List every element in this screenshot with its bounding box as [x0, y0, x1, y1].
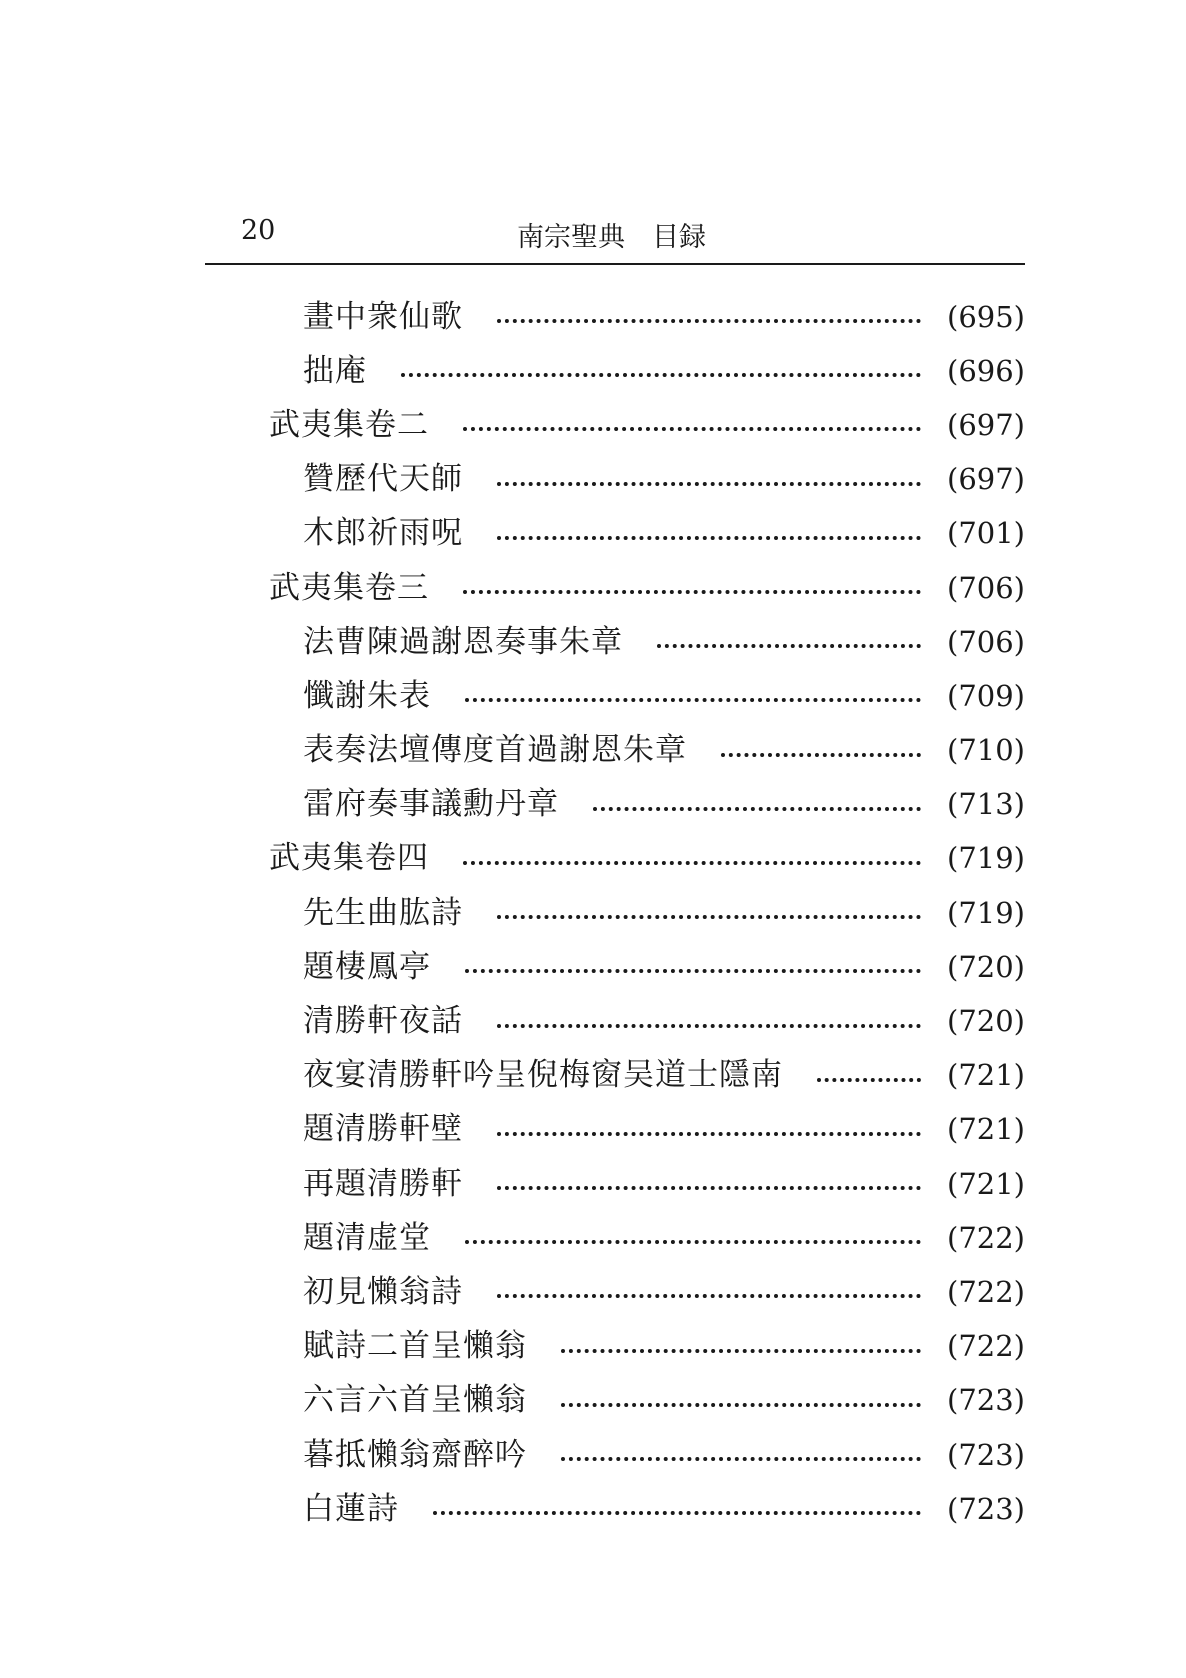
toc-entry [205, 561, 1025, 615]
dot-leader [497, 536, 921, 540]
toc-entry-page: (697) [947, 407, 1025, 442]
toc-entry-title: 清勝軒夜話 [303, 1003, 463, 1040]
dot-leader [497, 319, 921, 323]
toc-entry [205, 994, 1025, 1048]
toc-entry-title: 木郎祈雨呪 [303, 515, 463, 552]
dot-leader [497, 1294, 921, 1298]
toc-entry-page: (722) [947, 1220, 1025, 1255]
dot-leader [561, 1349, 921, 1353]
toc-entry-page: (720) [947, 949, 1025, 984]
toc-entry-title: 表奏法壇傳度首過謝恩朱章 [303, 732, 687, 769]
dot-leader [657, 644, 921, 648]
toc-entry-page: (706) [947, 624, 1025, 659]
toc-entry-page: (697) [947, 462, 1025, 497]
dot-leader [817, 1078, 921, 1082]
toc-entry-page: (710) [947, 733, 1025, 768]
dot-leader [463, 861, 921, 865]
page-header [205, 215, 1025, 265]
dot-leader [497, 915, 921, 919]
toc-entry-page: (696) [947, 353, 1025, 388]
dot-leader [433, 1511, 921, 1515]
toc-entry [205, 1157, 1025, 1211]
toc-entry [205, 290, 1025, 344]
toc-entry-title: 賦詩二首呈懶翁 [303, 1328, 527, 1365]
running-title: 南宗聖典 目録 [517, 222, 706, 253]
toc-entry [205, 778, 1025, 832]
toc-entry-page: (723) [947, 1491, 1025, 1526]
toc-entry-page: (721) [947, 1166, 1025, 1201]
toc-entry [205, 669, 1025, 723]
toc-entry-title: 題清虚堂 [303, 1219, 431, 1256]
toc-entry-page: (721) [947, 1112, 1025, 1147]
toc-entry [205, 1482, 1025, 1536]
toc-entry-title: 拙庵 [303, 352, 367, 389]
toc-entry-page: (719) [947, 895, 1025, 930]
toc-entry [205, 507, 1025, 561]
toc-entry-page: (723) [947, 1437, 1025, 1472]
dot-leader [593, 807, 921, 811]
toc-entry [205, 940, 1025, 994]
toc-entry-title: 畫中衆仙歌 [303, 298, 463, 335]
toc-entry-title: 雷府奏事議勳丹章 [303, 786, 559, 823]
toc-entry [205, 344, 1025, 398]
toc-entry-page: (721) [947, 1058, 1025, 1093]
toc-entry [205, 1265, 1025, 1319]
toc-entry-page: (701) [947, 516, 1025, 551]
toc-entry [205, 453, 1025, 507]
page-number: 20 [241, 215, 276, 246]
toc-entry [205, 724, 1025, 778]
toc-entry [205, 1103, 1025, 1157]
toc-entry-title: 法曹陳過謝恩奏事朱章 [303, 623, 623, 660]
dot-leader [401, 373, 921, 377]
toc-entry-title: 懺謝朱表 [303, 677, 431, 714]
toc-entry-title: 夜宴清勝軒吟呈倪梅窗吴道士隱南 [303, 1057, 783, 1094]
toc-entry-title: 再題清勝軒 [303, 1165, 463, 1202]
toc-entry-title: 武夷集卷二 [269, 406, 429, 443]
toc-entry [205, 1320, 1025, 1374]
toc-entry-title: 題棲鳳亭 [303, 948, 431, 985]
toc-entry [205, 832, 1025, 886]
toc-entry-page: (723) [947, 1383, 1025, 1418]
dot-leader [465, 698, 921, 702]
toc-entry [205, 1428, 1025, 1482]
dot-leader [497, 482, 921, 486]
dot-leader [463, 590, 921, 594]
toc-entry-page: (713) [947, 787, 1025, 822]
toc-entry-title: 暮抵懶翁齋醉吟 [303, 1436, 527, 1473]
toc-entry [205, 1049, 1025, 1103]
toc-entry-title: 贊歷代天師 [303, 461, 463, 498]
toc-entry [205, 1211, 1025, 1265]
toc-entry [205, 615, 1025, 669]
dot-leader [497, 1024, 921, 1028]
toc-entry-page: (719) [947, 841, 1025, 876]
toc-entry-page: (709) [947, 678, 1025, 713]
toc-entry-title: 武夷集卷三 [269, 569, 429, 606]
toc-entry-title: 初見懶翁詩 [303, 1273, 463, 1310]
table-of-contents [205, 290, 1025, 1536]
dot-leader [463, 427, 921, 431]
toc-entry-title: 題清勝軒壁 [303, 1111, 463, 1148]
toc-entry-page: (720) [947, 1004, 1025, 1039]
toc-entry [205, 886, 1025, 940]
toc-entry-page: (722) [947, 1274, 1025, 1309]
dot-leader [497, 1132, 921, 1136]
dot-leader [561, 1457, 921, 1461]
dot-leader [561, 1403, 921, 1407]
dot-leader [721, 753, 921, 757]
toc-entry-page: (722) [947, 1329, 1025, 1364]
toc-entry-page: (706) [947, 570, 1025, 605]
toc-entry [205, 398, 1025, 452]
dot-leader [497, 1186, 921, 1190]
toc-entry-page: (695) [947, 299, 1025, 334]
header-rule [205, 263, 1025, 265]
dot-leader [465, 1240, 921, 1244]
dot-leader [465, 969, 921, 973]
toc-entry-title: 先生曲肱詩 [303, 894, 463, 931]
toc-entry [205, 1374, 1025, 1428]
toc-entry-title: 六言六首呈懶翁 [303, 1382, 527, 1419]
toc-entry-title: 白蓮詩 [303, 1490, 399, 1527]
toc-entry-title: 武夷集卷四 [269, 840, 429, 877]
